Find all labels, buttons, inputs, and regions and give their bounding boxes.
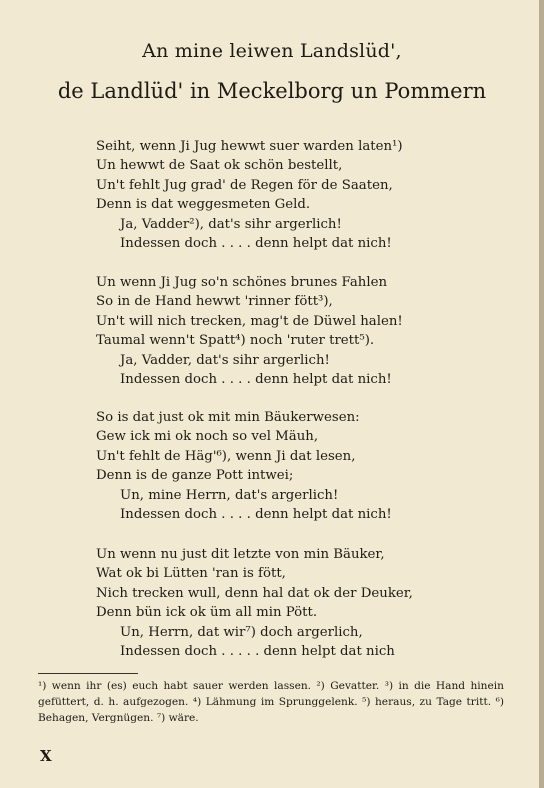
verse-line: Indessen doch . . . . denn helpt dat nich!	[120, 507, 392, 522]
verse-line: Nich trecken wull, denn hal dat ok der Deuker,	[96, 586, 413, 601]
verse-line: Un, Herrn, dat wir⁷) doch argerlich,	[120, 625, 363, 640]
title-line-1: An mine leiwen Landslüd',	[142, 40, 402, 62]
signature-mark: X	[40, 747, 52, 765]
page-edge	[539, 0, 544, 788]
verse-line: Wat ok bi Lütten 'ran is fött,	[96, 566, 286, 581]
verse-line: Un hewwt de Saat ok schön bestellt,	[96, 158, 343, 173]
verse-line: Denn is de ganze Pott intwei;	[96, 468, 294, 483]
verse-line: Indessen doch . . . . . denn helpt dat nich	[120, 644, 395, 659]
title-line-2: de Landlüd' in Meckelborg un Pommern	[57, 79, 487, 103]
verse-line: Un't fehlt Jug grad' de Regen för de Saaten,	[96, 178, 393, 193]
verse-line: So is dat just ok mit min Bäukerwesen:	[96, 410, 360, 425]
verse-line: Ja, Vadder, dat's sihr argerlich!	[120, 353, 330, 368]
verse-line: Denn is dat weggesmeten Geld.	[96, 197, 311, 212]
verse-line: Indessen doch . . . . denn helpt dat nich!	[120, 372, 392, 387]
verse-line: Indessen doch . . . . denn helpt dat nich!	[120, 236, 392, 251]
verse-line: Un't will nich trecken, mag't de Düwel halen!	[96, 314, 403, 329]
verse-line: Un wenn Ji Jug so'n schönes brunes Fahlen	[96, 275, 388, 290]
footnote-divider	[38, 673, 138, 674]
verse-line: Un't fehlt de Häg'⁶), wenn Ji dat lesen,	[96, 449, 356, 464]
verse-line: Denn bün ick ok üm all min Pött.	[96, 605, 318, 620]
verse-line: Ja, Vadder²), dat's sihr argerlich!	[120, 217, 342, 232]
verse-line: Un, mine Herrn, dat's argerlich!	[120, 488, 339, 503]
verse-line: So in de Hand hewwt 'rinner fött³),	[96, 294, 333, 309]
verse-line: Gew ick mi ok noch so vel Mäuh,	[96, 429, 319, 444]
verse-line: Seiht, wenn Ji Jug hewwt suer warden laten¹)	[96, 139, 403, 154]
footnotes: ¹) wenn ihr (es) euch habt sauer werden lassen. ²) Gevatter. ³) in die Hand hinein gefüttert, d. h. aufgezogen. ⁴) Lähmung im Sprunggelenk. ⁵) heraus, zu Tage tritt. ⁶) Behagen, Vergnügen. ⁷) wäre.	[38, 680, 504, 724]
verse-line: Taumal wenn't Spatt⁴) noch 'ruter trett⁵).	[96, 333, 375, 348]
verse-line: Un wenn nu just dit letzte von min Bäuker,	[96, 547, 385, 562]
